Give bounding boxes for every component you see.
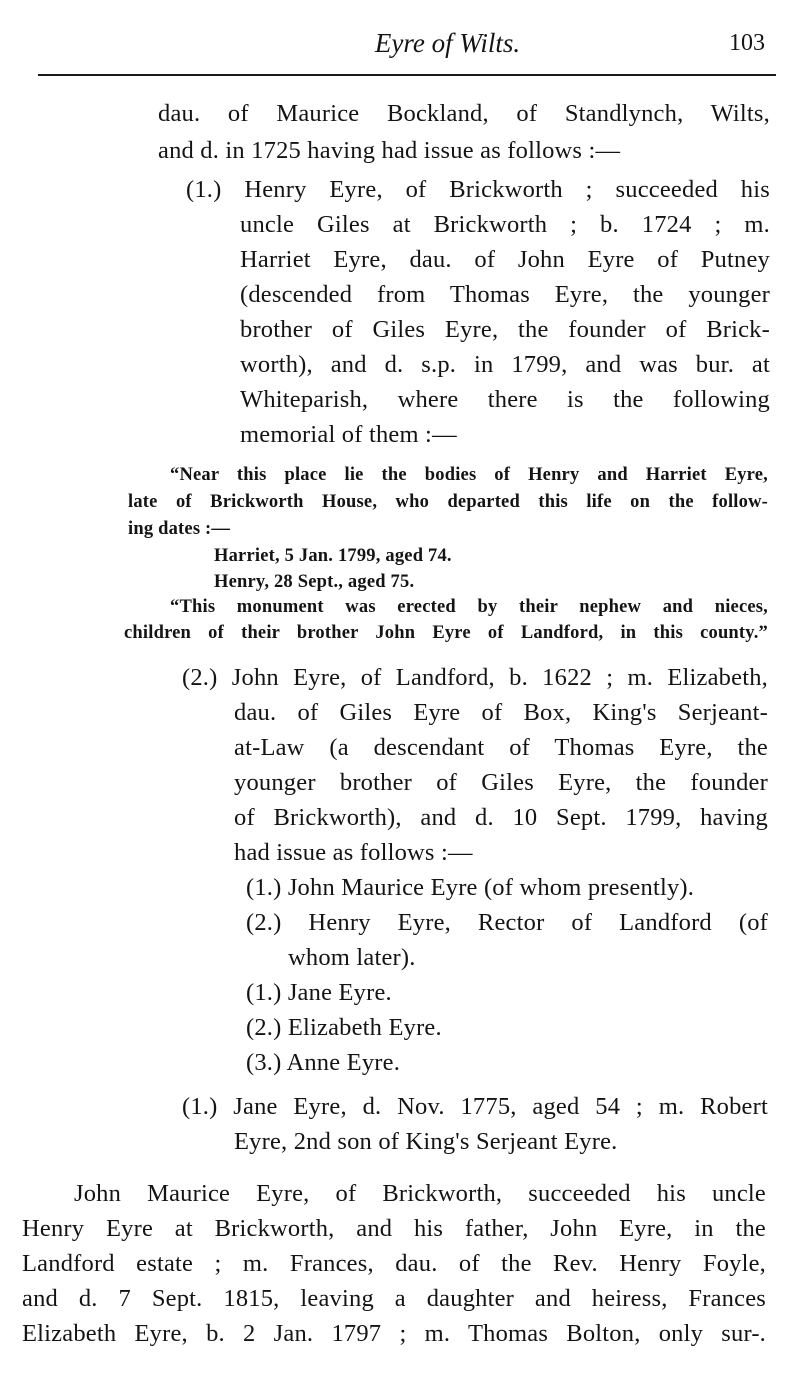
- quote-line: “This monument was erected by their nephew and nieces,: [170, 597, 768, 617]
- text-line: Henry Eyre at Brickworth, and his father, John Eyre, in the: [22, 1215, 766, 1242]
- quote-line: late of Brickworth House, who departed this life on the follow-: [128, 492, 768, 512]
- text-line: (2.) John Eyre, of Landford, b. 1622 ; m. Elizabeth,: [182, 664, 768, 691]
- text-line: and d. 7 Sept. 1815, leaving a daughter and heiress, Frances: [22, 1285, 766, 1312]
- text-line: Harriet Eyre, dau. of John Eyre of Putney: [240, 246, 770, 273]
- text-line: brother of Giles Eyre, the founder of Brick-: [240, 316, 770, 343]
- page-header: [40, 24, 775, 68]
- text-line: John Maurice Eyre, of Brickworth, succeeded his uncle: [74, 1180, 766, 1207]
- text-line: uncle Giles at Brickworth ; b. 1724 ; m.: [240, 211, 770, 238]
- quote-line: ing dates :—: [128, 519, 231, 539]
- running-title: Eyre of Wilts.: [374, 28, 521, 58]
- text-line: (1.) Jane Eyre, d. Nov. 1775, aged 54 ; m. Robert: [182, 1093, 768, 1120]
- quote-line: Harriet, 5 Jan. 1799, aged 74.: [214, 546, 452, 566]
- text-line: (2.) Elizabeth Eyre.: [246, 1014, 442, 1041]
- text-line: (1.) Henry Eyre, of Brickworth ; succeeded his: [186, 176, 770, 203]
- page-number: 103: [729, 30, 765, 56]
- text-line: memorial of them :—: [240, 421, 457, 448]
- quote-line: children of their brother John Eyre of Landford, in this county.”: [124, 623, 768, 643]
- text-line: (1.) Jane Eyre.: [246, 979, 392, 1006]
- text-line: dau. of Giles Eyre of Box, King's Serjeant-: [234, 699, 768, 726]
- text-line: and d. in 1725 having had issue as follows :—: [158, 137, 621, 164]
- text-line: younger brother of Giles Eyre, the founder: [234, 769, 768, 796]
- text-line: worth), and d. s.p. in 1799, and was bur. at: [240, 351, 770, 378]
- text-line: had issue as follows :—: [234, 839, 473, 866]
- text-line: Landford estate ; m. Frances, dau. of the Rev. Henry Foyle,: [22, 1250, 766, 1277]
- header-rule: [38, 74, 776, 76]
- text-line: of Brickworth), and d. 10 Sept. 1799, having: [234, 804, 768, 831]
- text-line: dau. of Maurice Bockland, of Standlynch, Wilts,: [158, 100, 770, 127]
- text-line: (descended from Thomas Eyre, the younger: [240, 281, 770, 308]
- quote-line: “Near this place lie the bodies of Henry and Harriet Eyre,: [170, 465, 768, 485]
- text-line: Whiteparish, where there is the following: [240, 386, 770, 413]
- text-line: Elizabeth Eyre, b. 2 Jan. 1797 ; m. Thomas Bolton, only sur-.: [22, 1320, 766, 1347]
- quote-line: Henry, 28 Sept., aged 75.: [214, 572, 415, 592]
- text-line: at-Law (a descendant of Thomas Eyre, the: [234, 734, 768, 761]
- text-line: (3.) Anne Eyre.: [246, 1049, 401, 1076]
- text-line: whom later).: [288, 944, 416, 971]
- text-line: (2.) Henry Eyre, Rector of Landford (of: [246, 909, 768, 936]
- text-line: (1.) John Maurice Eyre (of whom presently).: [246, 874, 695, 901]
- text-line: Eyre, 2nd son of King's Serjeant Eyre.: [234, 1128, 618, 1155]
